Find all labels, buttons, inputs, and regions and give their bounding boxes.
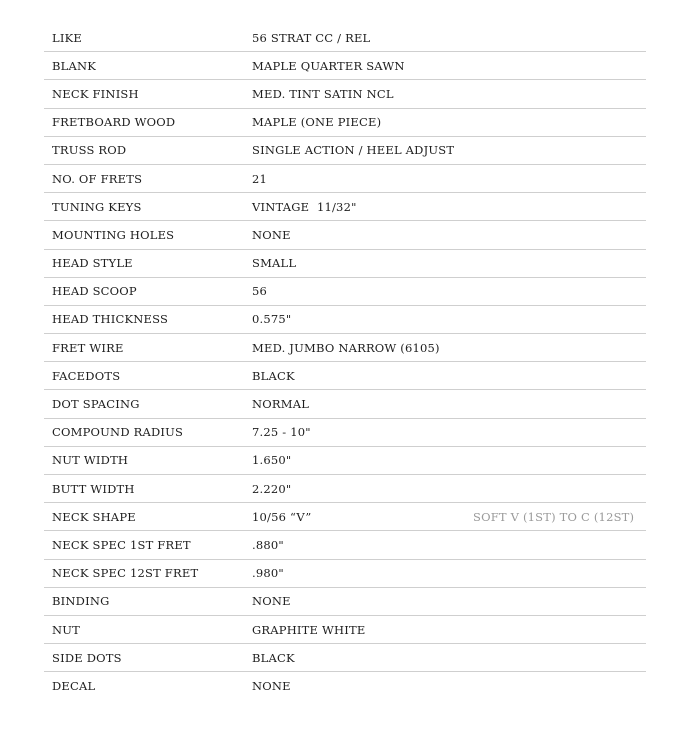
spec-label: FRET WIRE bbox=[52, 340, 124, 355]
spec-value: MAPLE QUARTER SAWN bbox=[252, 58, 405, 73]
spec-value: BLACK bbox=[252, 650, 295, 665]
spec-row bbox=[44, 278, 646, 306]
spec-value: GRAPHITE WHITE bbox=[252, 622, 366, 637]
spec-row bbox=[44, 24, 646, 52]
spec-row bbox=[44, 616, 646, 644]
spec-row bbox=[44, 334, 646, 362]
spec-value: MED. JUMBO NARROW (6105) bbox=[252, 340, 440, 355]
spec-value: SMALL bbox=[252, 256, 297, 271]
spec-value: 56 bbox=[252, 284, 268, 299]
spec-label: SIDE DOTS bbox=[52, 650, 122, 665]
spec-label: FACEDOTS bbox=[52, 368, 121, 383]
spec-label: COMPOUND RADIUS bbox=[52, 425, 184, 440]
spec-row bbox=[44, 390, 646, 418]
spec-label: HEAD THICKNESS bbox=[52, 312, 169, 327]
spec-row bbox=[44, 52, 646, 80]
spec-row bbox=[44, 672, 646, 700]
spec-label: HEAD STYLE bbox=[52, 256, 133, 271]
spec-row bbox=[44, 221, 646, 249]
spec-row bbox=[44, 419, 646, 447]
spec-value: 1.650" bbox=[252, 453, 292, 468]
spec-row bbox=[44, 362, 646, 390]
spec-label: DECAL bbox=[52, 679, 96, 694]
spec-label: HEAD SCOOP bbox=[52, 284, 137, 299]
spec-row bbox=[44, 80, 646, 108]
spec-label: BLANK bbox=[52, 58, 97, 73]
spec-row bbox=[44, 560, 646, 588]
spec-row bbox=[44, 475, 646, 503]
spec-value: VINTAGE 11/32" bbox=[252, 199, 357, 214]
spec-value: 0.575" bbox=[252, 312, 292, 327]
spec-label: DOT SPACING bbox=[52, 397, 140, 412]
spec-row bbox=[44, 644, 646, 672]
spec-row bbox=[44, 503, 646, 531]
spec-note: SOFT V (1ST) TO C (12ST) bbox=[473, 509, 635, 524]
spec-value: 7.25 - 10" bbox=[252, 425, 311, 440]
spec-value: NONE bbox=[252, 594, 291, 609]
spec-label: FRETBOARD WOOD bbox=[52, 115, 176, 130]
spec-label: NECK FINISH bbox=[52, 86, 139, 101]
spec-row bbox=[44, 137, 646, 165]
spec-row bbox=[44, 250, 646, 278]
spec-label: BINDING bbox=[52, 594, 110, 609]
spec-row bbox=[44, 588, 646, 616]
spec-value: MAPLE (ONE PIECE) bbox=[252, 115, 382, 130]
spec-row bbox=[44, 531, 646, 559]
spec-label: TRUSS ROD bbox=[52, 143, 127, 158]
spec-label: NUT WIDTH bbox=[52, 453, 129, 468]
spec-row bbox=[44, 306, 646, 334]
spec-row bbox=[44, 447, 646, 475]
spec-label: MOUNTING HOLES bbox=[52, 227, 175, 242]
spec-value: NORMAL bbox=[252, 397, 310, 412]
spec-label: NECK SPEC 1ST FRET bbox=[52, 537, 191, 552]
spec-value: SINGLE ACTION / HEEL ADJUST bbox=[252, 143, 455, 158]
spec-value: 2.220" bbox=[252, 481, 292, 496]
spec-row bbox=[44, 165, 646, 193]
spec-value: MED. TINT SATIN NCL bbox=[252, 86, 394, 101]
spec-label: NUT bbox=[52, 622, 81, 637]
spec-value: .980" bbox=[252, 566, 284, 581]
spec-table bbox=[44, 24, 646, 701]
spec-value: NONE bbox=[252, 679, 291, 694]
spec-value: 10/56 “V” bbox=[252, 509, 312, 524]
spec-label: NECK SPEC 12ST FRET bbox=[52, 566, 199, 581]
spec-value: 21 bbox=[252, 171, 268, 186]
spec-label: NO. OF FRETS bbox=[52, 171, 143, 186]
spec-value: 56 STRAT CC / REL bbox=[252, 30, 371, 45]
spec-row bbox=[44, 193, 646, 221]
spec-label: LIKE bbox=[52, 30, 82, 45]
spec-label: NECK SHAPE bbox=[52, 509, 136, 524]
spec-label: TUNING KEYS bbox=[52, 199, 142, 214]
spec-value: NONE bbox=[252, 227, 291, 242]
spec-value: BLACK bbox=[252, 368, 295, 383]
spec-label: BUTT WIDTH bbox=[52, 481, 135, 496]
spec-value: .880" bbox=[252, 537, 284, 552]
spec-row bbox=[44, 109, 646, 137]
